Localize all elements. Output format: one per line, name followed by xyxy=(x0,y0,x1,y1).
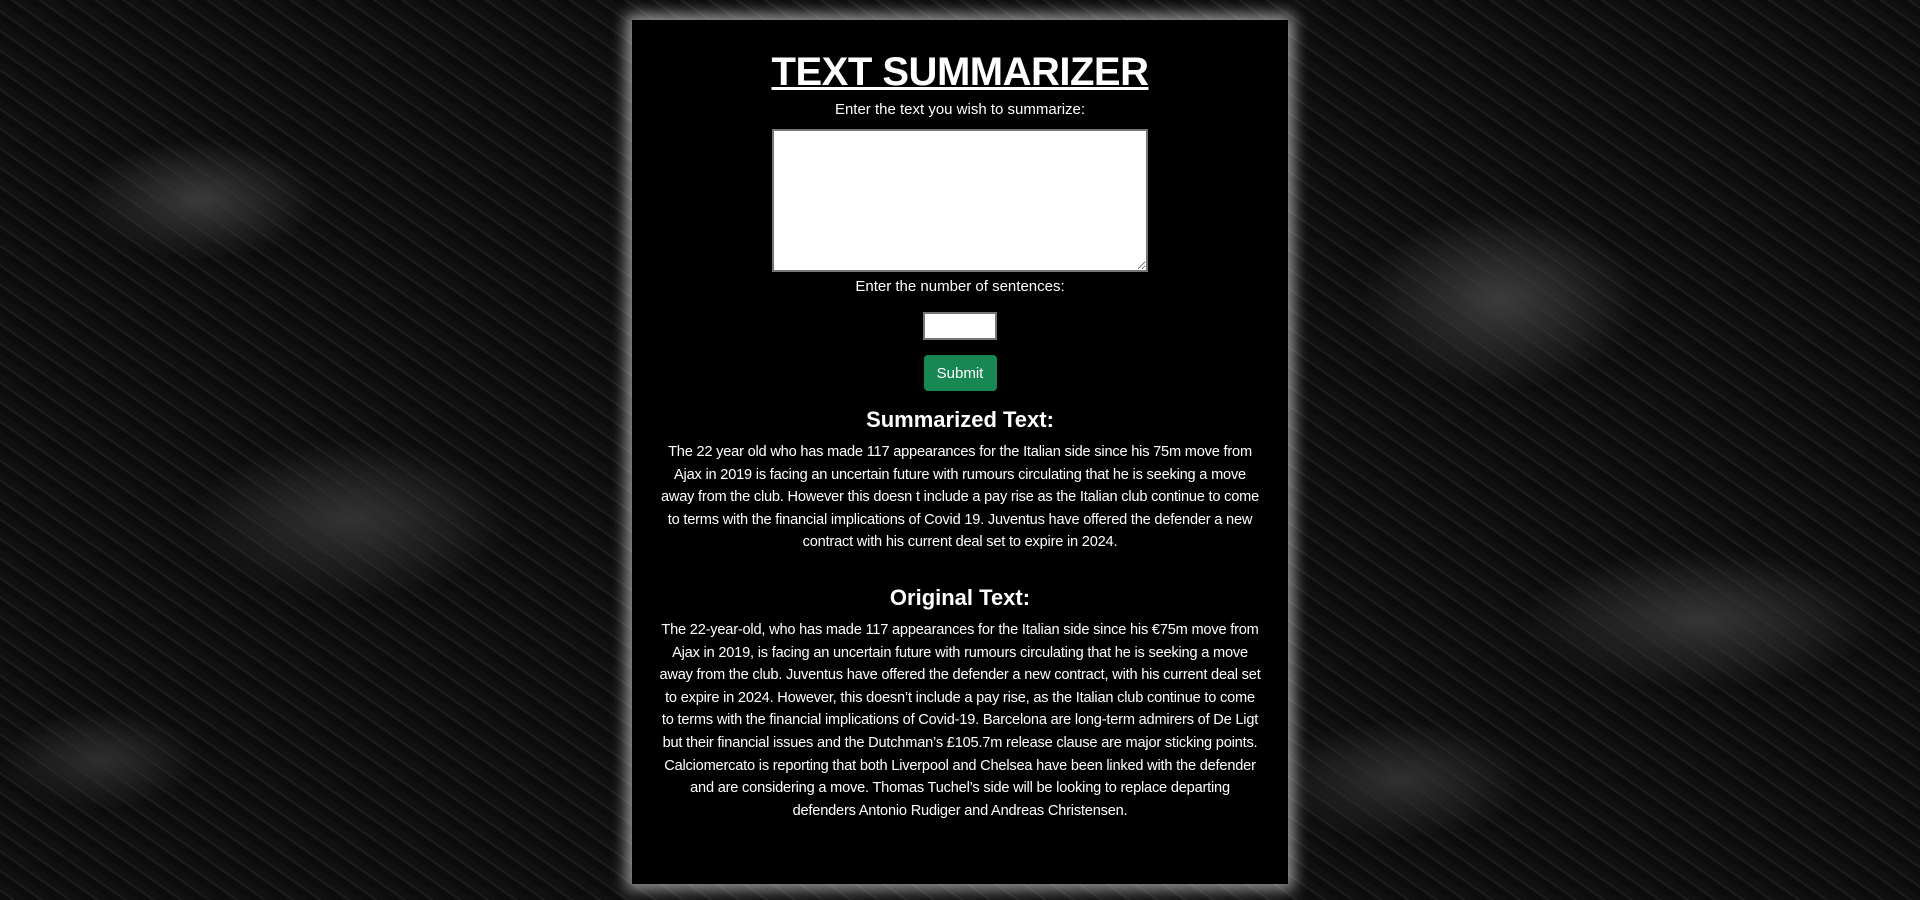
text-input-label: Enter the text you wish to summarize: xyxy=(834,101,1086,118)
text-input[interactable] xyxy=(772,129,1148,272)
page-title: TEXT SUMMARIZER xyxy=(771,50,1149,94)
summarized-text: The 22 year old who has made 117 appearances for the Italian side since his 75m move from Ajax in 2019 is facing an uncertain future with rumours circulating that he is seeking a move away from the club. However this doesn t include a pay rise as the Italian club continue to come to terms with the financial implications of Covid 19. Juventus have offered the defender a new contract with his current deal set to expire in 2024. xyxy=(660,444,1260,551)
original-heading: Original Text: xyxy=(889,584,1031,610)
original-text: The 22-year-old, who has made 117 appearances for the Italian side since his €75m move from Ajax in 2019, is facing an uncertain future with rumours circulating that he is seeking a move away from the club. Juventus have offered the defender a new contract, with his current deal set to expire in 2024. However, this doesn’t include a pay rise, as the Italian club continue to come to terms with the financial implications of Covid-19. Barcelona are long-term admirers of De Ligt but their financial issues and the Dutchman’s £105.7m release clause are major sticking points. Calciomercato is reporting that both Liverpool and Chelsea have been linked with the defender and are considering a move. Thomas Tuchel’s side will be looking to replace departing defenders Antonio Rudiger and Andreas Christensen. xyxy=(659,621,1261,819)
summarized-heading: Summarized Text: xyxy=(866,407,1054,432)
submit-button[interactable]: Submit xyxy=(924,355,997,391)
sentence-count-label: Enter the number of sentences: xyxy=(855,278,1065,295)
sentence-count-input[interactable] xyxy=(923,312,997,340)
summarizer-panel xyxy=(632,20,1288,884)
